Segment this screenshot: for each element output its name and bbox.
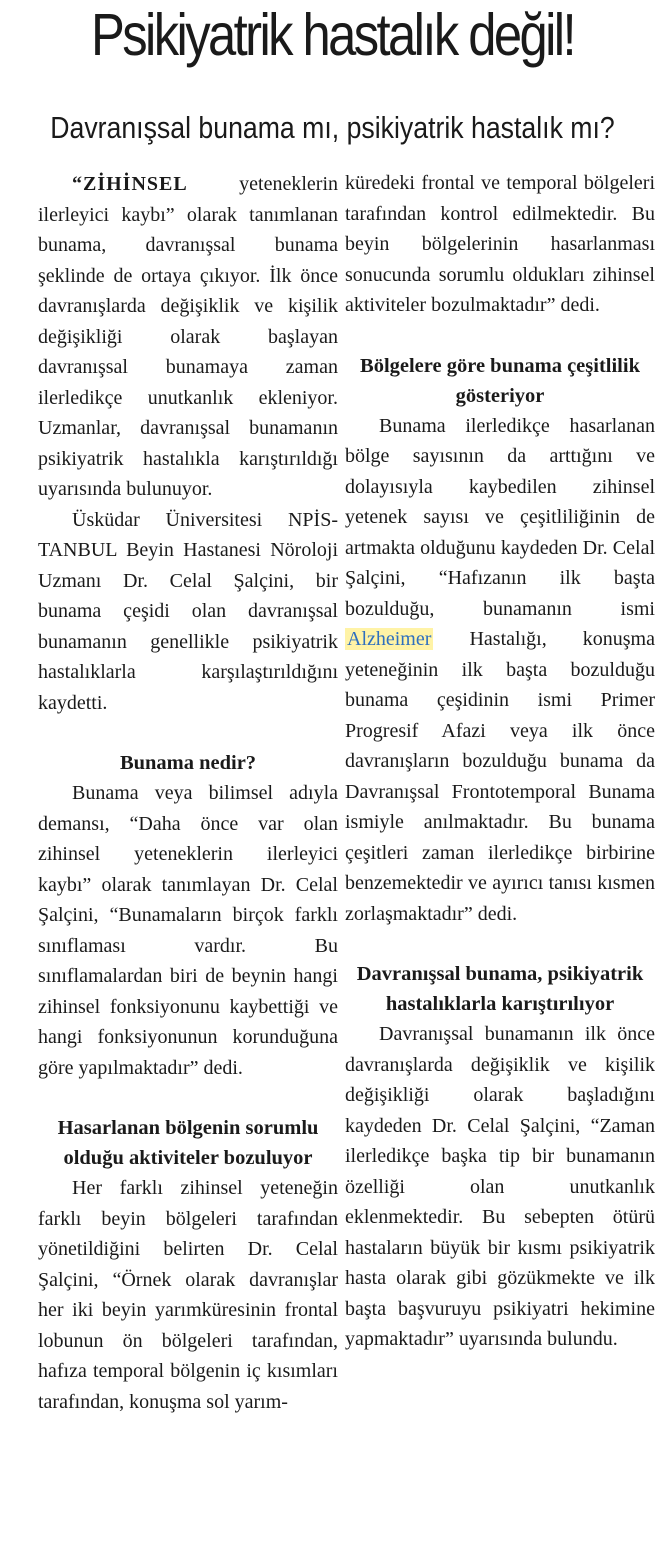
paragraph-warning: Davranışsal bunamanın ilk önce davranışlarda değişiklik ve kişilik değişikliği olarak başladığını kaydeden Dr. Celal Şalçini, “Zaman ilerledikçe başka tip bir bunamanın özelliği olan unutkanlık eklenmektedir. Bu sebepten ötürü hastaların büyük bir kısmı psikiyatrik hasta olarak gibi gözükmekte ve ilk başta başvuruyu psikiyatri hekimine yapmaktadır” uyarısında bulundu. <box>345 1023 655 1350</box>
highlighted-term: Alzheimer <box>347 628 432 650</box>
lead-word: “ZİHİNSEL <box>72 173 188 195</box>
subheading-damaged-region: Hasarlanan bölgenin sorumlu olduğu aktiviteler bozuluyor <box>57 1117 319 1169</box>
left-column <box>38 169 338 1417</box>
paragraph-varieties <box>345 411 655 930</box>
spacer <box>38 1083 338 1113</box>
paragraph-intro <box>38 169 338 505</box>
spacer <box>38 718 338 748</box>
varieties-text-b: Hastalığı, konuşma yeteneğinin ilk başta bozulduğu bunama çeşidinin ismi Primer Progresif Afazi veya ilk önce davranışların bozulduğu bunama da Davranışsal Frontotemporal Bunama ismiyle anılmaktadır. Bu bunama çeşitleri zaman ilerledikçe birbirine benzemektedir ve ayırıcı tanısı kısmen zorlaşmaktadır” dedi. <box>345 628 655 925</box>
subheading-what-is-dementia: Bunama nedir? <box>119 752 257 774</box>
subheadline: Davranışsal bunama mı, psikiyatrik hastalık mı? <box>50 110 615 145</box>
paragraph-source: Üsküdar Üniversitesi NPİSTANBUL Beyin Hastanesi Nöroloji Uzmanı Dr. Celal Şalçini, bir bunama çeşidi olan davranışsal bunamanın genellikle psikiyatrik hastalıklarla karşılaştırıldığını kaydetti. <box>38 508 338 714</box>
headline: Psikiyatrik hastalık değil! <box>90 2 575 68</box>
intro-text: yeteneklerin ilerleyici kaybı” olarak tanımlanan bunama, davranışsal bunama şeklinde de ortaya çıkıyor. İlk önce davranışlarda değişiklik ve kişilik değişikliği olarak başlayan davranışsal bunamaya zaman ilerledikçe unutkanlık ekleniyor. Uzmanlar, davranışsal bunamanın psikiyatrik hastalıkla karıştırıldığı uyarısında bulunuyor. <box>38 173 338 500</box>
subheading-confused-with-psychiatric: Davranışsal bunama, psikiyatrik hastalıklarla karıştırılıyor <box>356 963 644 1015</box>
paragraph-brain-regions: Her farklı zihinsel yeteneğin farklı beyin bölgeleri tarafından yönetildiğini belirten Dr. Celal Şalçini, “Örnek olarak davranışlar her iki beyin yarımküresinin frontal lobunun ön bölgeleri tarafından, hafıza temporal bölgenin iç kısımları tarafından, konuşma sol yarım- <box>38 1177 338 1413</box>
paragraph-definition: Bunama veya bilimsel adıyla demansı, “Daha önce var olan zihinsel yeteneklerin ilerleyici kaybı” olarak tanımlayan Dr. Celal Şalçini, “Bunamaların birçok farklı sınıflaması vardır. Bu sınıflamalardan biri de beynin hangi zihinsel fonksiyonunu kaybettiği ve hangi fonksiyonunun korunduğuna göre yapılmaktadır” dedi. <box>38 782 338 1079</box>
varieties-text-a: Bunama ilerledikçe hasarlanan bölge sayısının da arttığını ve dolayısıyla kaybedilen zihinsel yetenek sayısı ve çeşitliliğinin de artmakta olduğunu kaydeden Dr. Celal Şalçini, “Hafızanın ilk başta bozulduğu, bunamanın ismi <box>345 414 655 620</box>
subheading-varieties: Bölgelere göre bunama çeşitlilik gösteriyor <box>360 354 640 407</box>
spacer <box>345 929 655 959</box>
spacer <box>345 321 655 351</box>
right-column <box>345 168 655 1355</box>
paragraph-continuation: küredeki frontal ve temporal bölgeleri tarafından kontrol edilmektedir. Bu beyin bölgelerinin hasarlanması sonucunda sorumlu oldukları zihinsel aktiviteler bozulmaktadır” dedi. <box>345 172 655 316</box>
